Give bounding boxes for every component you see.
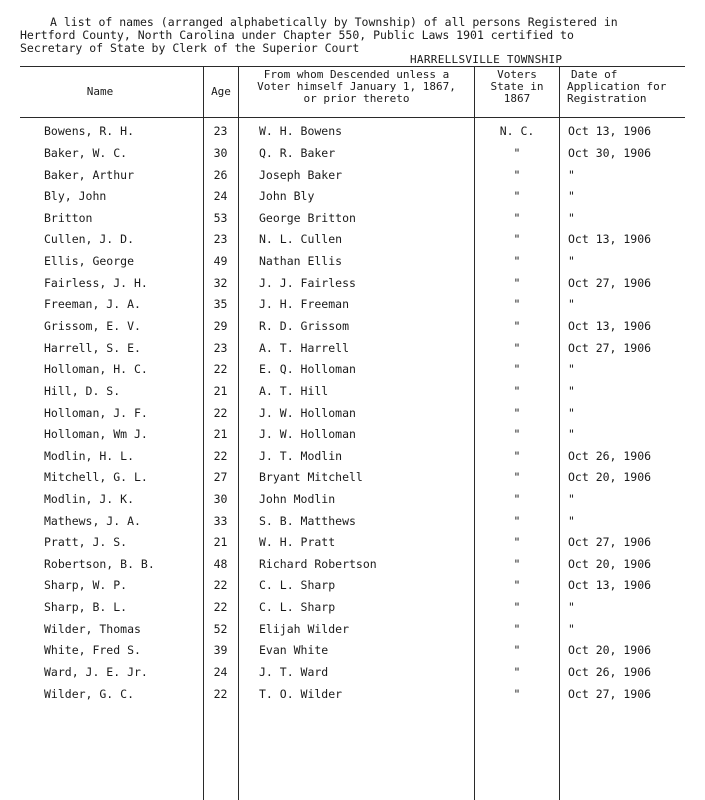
row-name: Holloman, H. C.: [44, 362, 148, 376]
row-age: 30: [213, 146, 228, 160]
row-name: Ward, J. E. Jr.: [44, 665, 148, 679]
intro-line-3: Secretary of State by Clerk of the Superior Court: [20, 41, 360, 55]
row-date: Oct 27, 1906: [568, 341, 652, 355]
row-from: A. T. Harrell: [259, 341, 350, 355]
table-row: [0, 384, 705, 405]
table-row: [0, 535, 705, 556]
row-date: Oct 26, 1906: [568, 665, 652, 679]
row-name: Ellis, George: [44, 254, 135, 268]
header-date-line-3: Registration: [567, 92, 647, 105]
row-state: ": [513, 297, 521, 311]
row-state: N. C.: [499, 124, 535, 138]
row-age: 24: [213, 189, 228, 203]
row-name: Wilder, G. C.: [44, 687, 135, 701]
row-name: Holloman, Wm J.: [44, 427, 148, 441]
row-state: ": [513, 211, 521, 225]
row-age: 22: [213, 687, 228, 701]
row-name: Baker, W. C.: [44, 146, 128, 160]
header-from: [239, 69, 474, 105]
row-date: Oct 20, 1906: [568, 643, 652, 657]
row-state: ": [513, 514, 521, 528]
table-row: [0, 470, 705, 491]
table-row: [0, 341, 705, 362]
table-row: [0, 211, 705, 232]
row-state: ": [513, 384, 521, 398]
row-state: ": [513, 146, 521, 160]
row-from: C. L. Sharp: [259, 600, 336, 614]
table-row: [0, 427, 705, 448]
table-row: [0, 297, 705, 318]
row-from: Q. R. Baker: [259, 146, 336, 160]
row-from: John Bly: [259, 189, 315, 203]
header-state-line-3: 1867: [503, 92, 531, 105]
header-name: Name: [86, 85, 114, 98]
row-date: Oct 20, 1906: [568, 557, 652, 571]
table-row: [0, 168, 705, 189]
row-state: ": [513, 254, 521, 268]
row-age: 29: [213, 319, 228, 333]
header-from-line-3: or prior thereto: [303, 92, 410, 105]
row-from: J. W. Holloman: [259, 406, 356, 420]
row-age: 23: [213, 124, 228, 138]
table-row: [0, 578, 705, 599]
table-row: [0, 319, 705, 340]
row-from: A. T. Hill: [259, 384, 329, 398]
header-state: [475, 69, 559, 105]
row-date: ": [568, 254, 575, 268]
row-from: Elijah Wilder: [259, 622, 350, 636]
row-name: Freeman, J. A.: [44, 297, 141, 311]
row-date: ": [568, 492, 575, 506]
table-row: [0, 362, 705, 383]
header-state-line-2: State in: [490, 80, 544, 93]
table-row: [0, 687, 705, 708]
table-row: [0, 232, 705, 253]
row-age: 33: [213, 514, 228, 528]
header-state-line-1: Voters: [497, 68, 537, 81]
row-name: Modlin, H. L.: [44, 449, 135, 463]
row-age: 22: [213, 449, 228, 463]
row-date: ": [568, 600, 575, 614]
table-row: [0, 643, 705, 664]
row-name: Sharp, W. P.: [44, 578, 128, 592]
header-date: [563, 69, 685, 105]
row-from: E. Q. Holloman: [259, 362, 356, 376]
row-age: 22: [213, 578, 228, 592]
table-row: [0, 276, 705, 297]
row-name: Grissom, E. V.: [44, 319, 141, 333]
row-state: ": [513, 362, 521, 376]
row-age: 21: [213, 384, 228, 398]
row-name: Mathews, J. A.: [44, 514, 141, 528]
header-age: Age: [211, 85, 231, 98]
table-row: [0, 189, 705, 210]
row-age: 52: [213, 622, 228, 636]
row-from: Nathan Ellis: [259, 254, 343, 268]
row-from: T. O. Wilder: [259, 687, 343, 701]
table-row: [0, 492, 705, 513]
row-date: Oct 13, 1906: [568, 232, 652, 246]
row-from: C. L. Sharp: [259, 578, 336, 592]
row-date: Oct 30, 1906: [568, 146, 652, 160]
row-from: George Britton: [259, 211, 356, 225]
row-from: J. H. Freeman: [259, 297, 350, 311]
row-from: W. H. Bowens: [259, 124, 343, 138]
row-date: Oct 27, 1906: [568, 276, 652, 290]
table-top-rule: [20, 66, 685, 67]
row-from: R. D. Grissom: [259, 319, 350, 333]
row-state: ": [513, 406, 521, 420]
row-date: ": [568, 384, 575, 398]
row-name: Baker, Arthur: [44, 168, 135, 182]
row-date: Oct 26, 1906: [568, 449, 652, 463]
row-age: 21: [213, 535, 228, 549]
row-age: 23: [213, 341, 228, 355]
row-date: Oct 13, 1906: [568, 319, 652, 333]
row-name: Holloman, J. F.: [44, 406, 148, 420]
row-age: 30: [213, 492, 228, 506]
row-name: Cullen, J. D.: [44, 232, 135, 246]
header-date-line-2: Application for: [567, 80, 667, 93]
row-name: Bowens, R. H.: [44, 124, 135, 138]
row-state: ": [513, 470, 521, 484]
intro-line-2: Hertford County, North Carolina under Chapter 550, Public Laws 1901 certified to: [20, 28, 574, 42]
row-age: 32: [213, 276, 228, 290]
row-from: W. H. Pratt: [259, 535, 336, 549]
table-row: [0, 665, 705, 686]
row-state: ": [513, 492, 521, 506]
row-state: ": [513, 427, 521, 441]
row-from: Joseph Baker: [259, 168, 343, 182]
header-from-line-2: Voter himself January 1, 1867,: [257, 80, 456, 93]
row-from: John Modlin: [259, 492, 336, 506]
row-state: ": [513, 643, 521, 657]
table-row: [0, 557, 705, 578]
township-heading: HARRELLSVILLE TOWNSHIP: [410, 53, 563, 66]
row-from: J. J. Fairless: [259, 276, 356, 290]
row-name: Mitchell, G. L.: [44, 470, 148, 484]
row-state: ": [513, 319, 521, 333]
row-date: ": [568, 622, 575, 636]
row-age: 49: [213, 254, 228, 268]
row-name: Sharp, B. L.: [44, 600, 128, 614]
table-row: [0, 622, 705, 643]
row-name: Robertson, B. B.: [44, 557, 155, 571]
row-state: ": [513, 687, 521, 701]
table-row: [0, 600, 705, 621]
row-date: ": [568, 406, 575, 420]
row-date: Oct 13, 1906: [568, 124, 652, 138]
row-from: J. T. Ward: [259, 665, 329, 679]
row-state: ": [513, 341, 521, 355]
row-name: Pratt, J. S.: [44, 535, 128, 549]
row-from: Evan White: [259, 643, 329, 657]
row-state: ": [513, 168, 521, 182]
row-from: Richard Robertson: [259, 557, 377, 571]
row-age: 22: [213, 362, 228, 376]
row-from: N. L. Cullen: [259, 232, 343, 246]
row-age: 39: [213, 643, 228, 657]
row-name: White, Fred S.: [44, 643, 141, 657]
row-age: 22: [213, 600, 228, 614]
header-date-line-1: Date of: [571, 68, 618, 81]
row-name: Bly, John: [44, 189, 107, 203]
row-name: Wilder, Thomas: [44, 622, 141, 636]
row-from: J. T. Modlin: [259, 449, 343, 463]
row-state: ": [513, 189, 521, 203]
row-state: ": [513, 622, 521, 636]
row-name: Britton: [44, 211, 93, 225]
table-row: [0, 146, 705, 167]
row-state: ": [513, 578, 521, 592]
table-row: [0, 254, 705, 275]
row-date: ": [568, 362, 575, 376]
row-date: ": [568, 211, 575, 225]
row-date: ": [568, 297, 575, 311]
row-from: J. W. Holloman: [259, 427, 356, 441]
row-age: 27: [213, 470, 228, 484]
row-name: Fairless, J. H.: [44, 276, 148, 290]
row-date: Oct 27, 1906: [568, 535, 652, 549]
table-header-rule: [20, 117, 685, 118]
row-from: Bryant Mitchell: [259, 470, 363, 484]
row-age: 24: [213, 665, 228, 679]
row-date: ": [568, 514, 575, 528]
intro-text: [20, 16, 690, 55]
row-date: Oct 13, 1906: [568, 578, 652, 592]
row-from: S. B. Matthews: [259, 514, 356, 528]
row-state: ": [513, 276, 521, 290]
row-date: ": [568, 189, 575, 203]
row-state: ": [513, 557, 521, 571]
table-row: [0, 406, 705, 427]
row-date: ": [568, 427, 575, 441]
table-row: [0, 449, 705, 470]
row-name: Modlin, J. K.: [44, 492, 135, 506]
row-state: ": [513, 449, 521, 463]
row-name: Harrell, S. E.: [44, 341, 141, 355]
header-from-line-1: From whom Descended unless a: [263, 68, 450, 81]
row-age: 22: [213, 406, 228, 420]
row-date: Oct 20, 1906: [568, 470, 652, 484]
row-date: ": [568, 168, 575, 182]
row-age: 53: [213, 211, 228, 225]
row-date: Oct 27, 1906: [568, 687, 652, 701]
table-row: [0, 514, 705, 535]
table-row: [0, 124, 705, 145]
row-age: 35: [213, 297, 228, 311]
row-age: 26: [213, 168, 228, 182]
row-state: ": [513, 665, 521, 679]
row-state: ": [513, 535, 521, 549]
row-state: ": [513, 600, 521, 614]
row-state: ": [513, 232, 521, 246]
intro-line-1: A list of names (arranged alphabetically by Township) of all persons Registered in: [50, 15, 618, 29]
row-age: 21: [213, 427, 228, 441]
row-age: 23: [213, 232, 228, 246]
row-name: Hill, D. S.: [44, 384, 121, 398]
row-age: 48: [213, 557, 228, 571]
